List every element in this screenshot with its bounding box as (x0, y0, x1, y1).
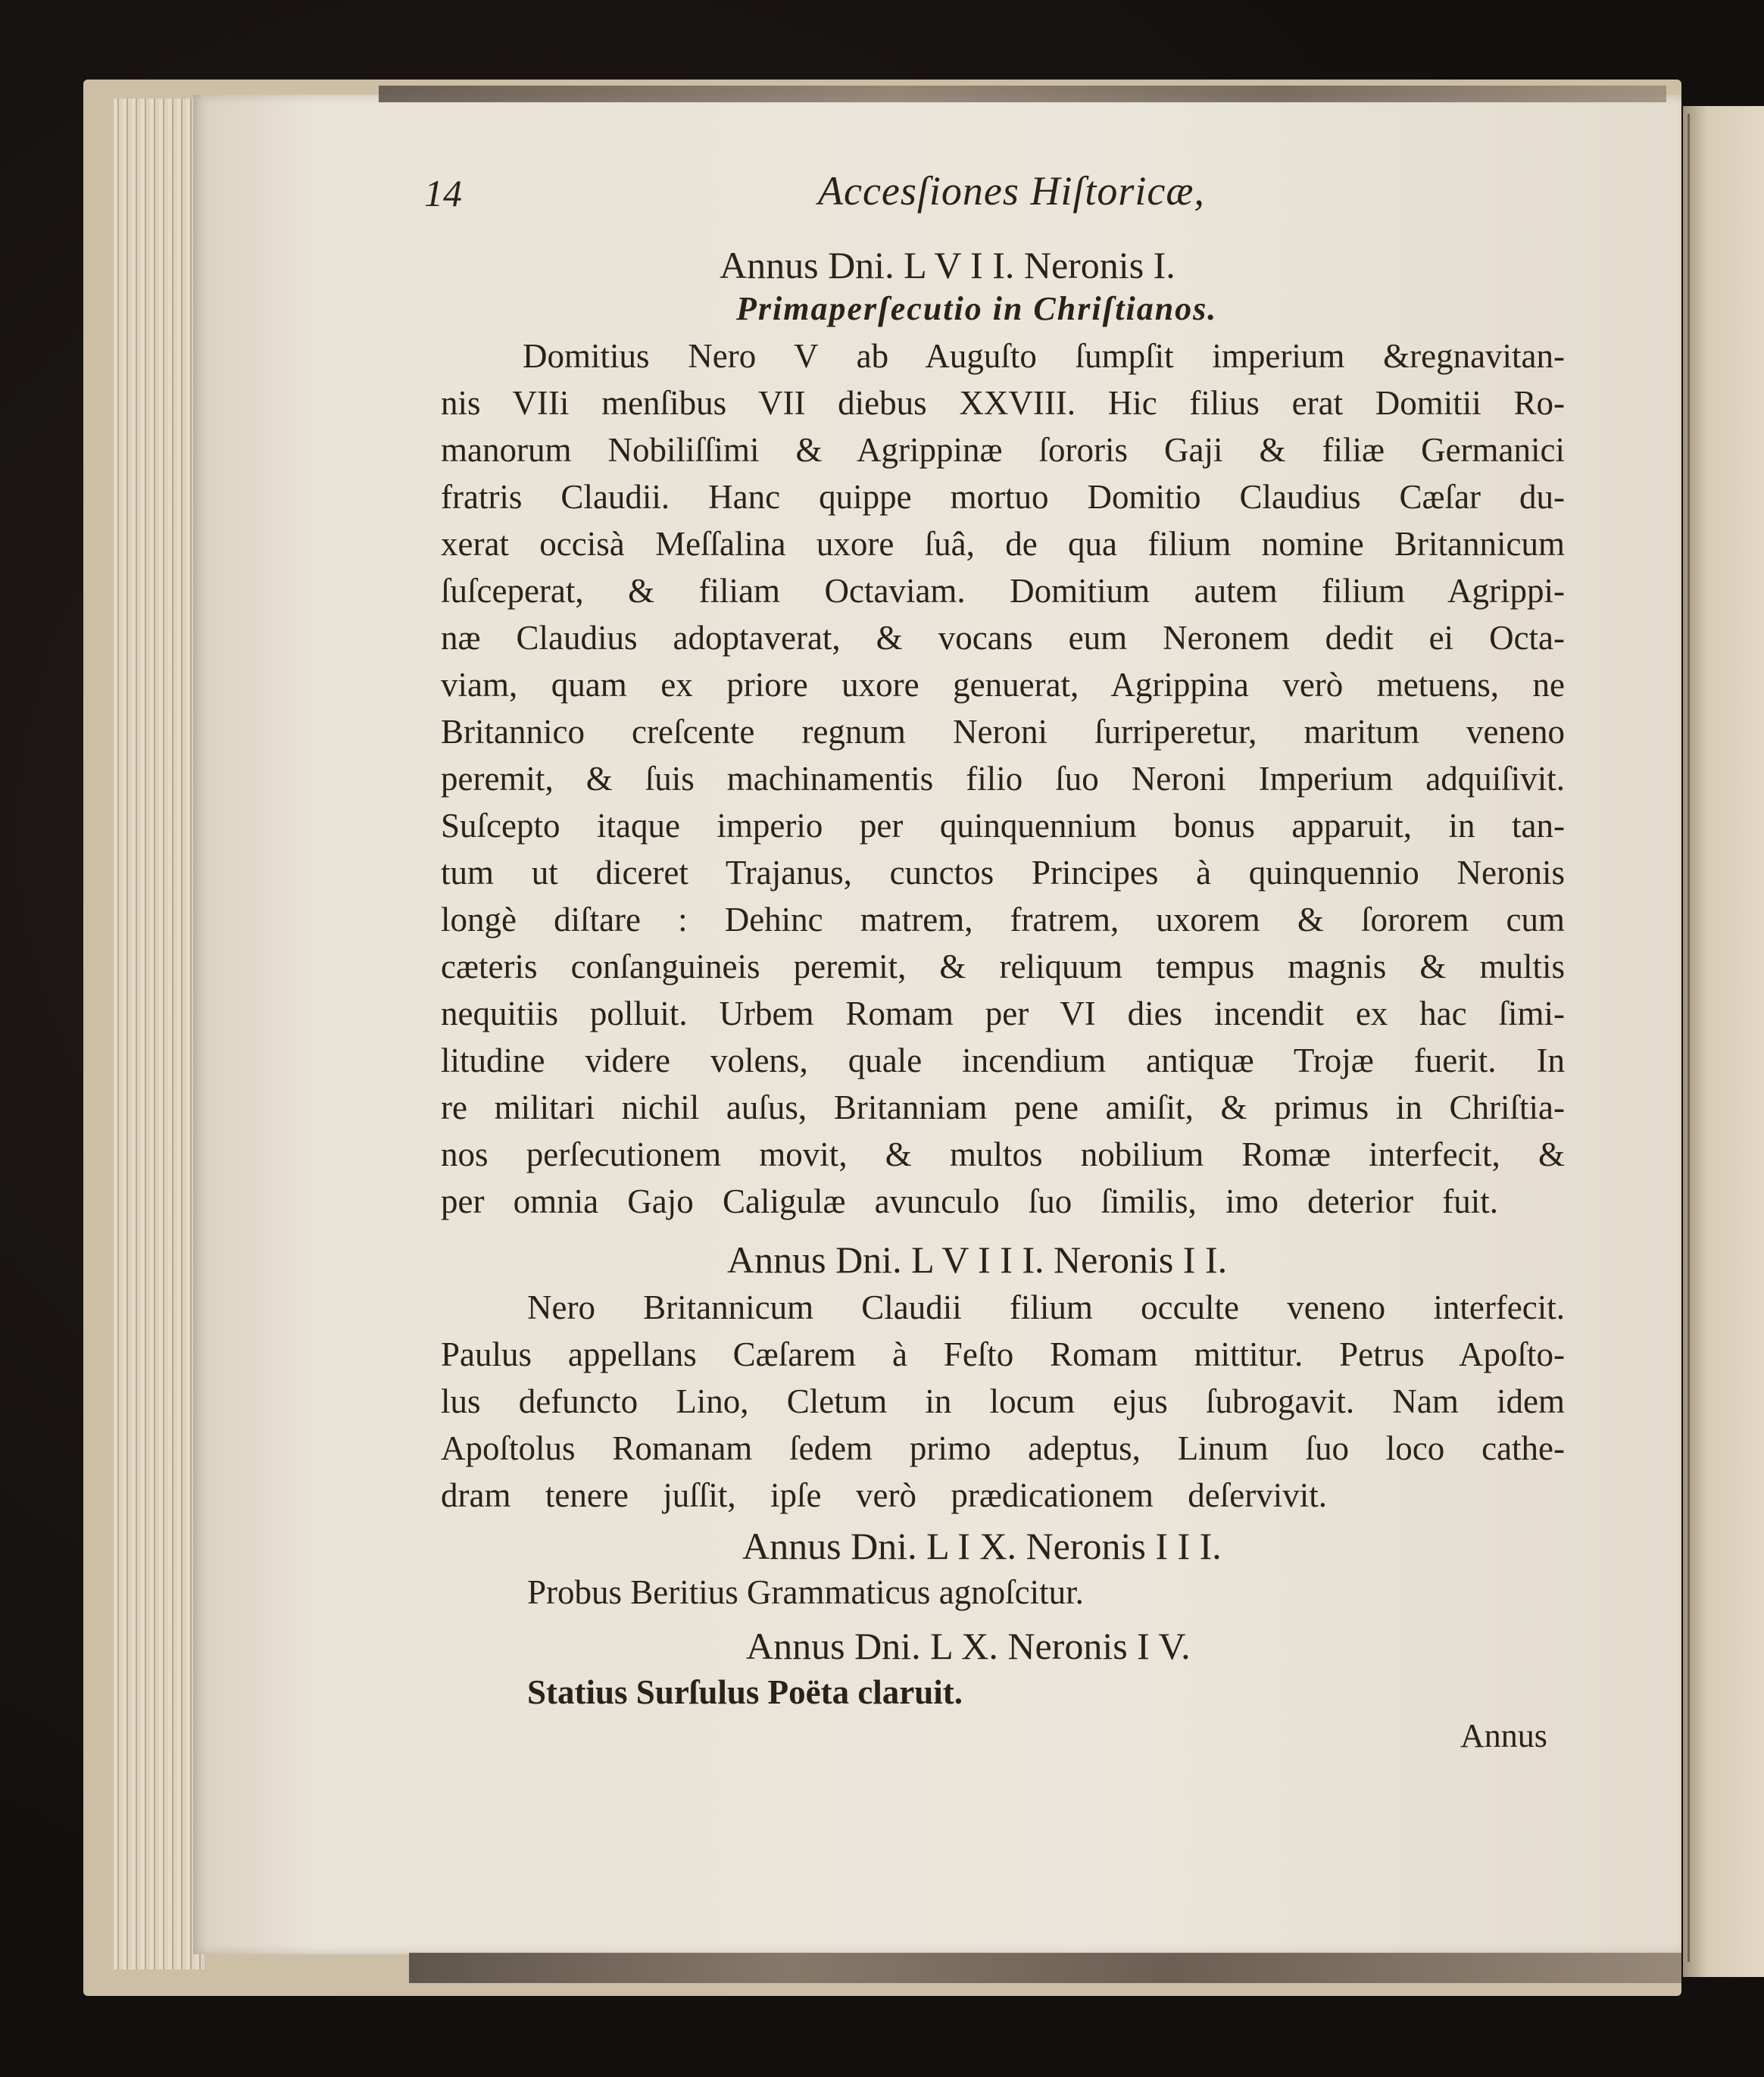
year-heading: Annus Dni. L V I I I. Neronis I I. (727, 1238, 1228, 1281)
text-line: Britannico creſcente regnum Neroni ſurriperetur, maritum veneno (441, 713, 1565, 751)
page-number: 14 (424, 172, 462, 214)
top-edge-stain (379, 86, 1666, 102)
text-line: xerat occisà Meſſalina uxore ſuâ, de qua filium nomine Britannicum (441, 525, 1565, 563)
text-line: Probus Beritius Grammaticus agnoſcitur. (527, 1573, 1084, 1611)
text-line: nequitiis polluit. Urbem Romam per VI dies incendit ex hac ſimi- (441, 995, 1565, 1032)
text-line: re militari nichil auſus, Britanniam pene amiſit, & primus in Chriſtia- (441, 1088, 1565, 1126)
text-line: nos perſecutionem movit, & multos nobilium Romæ interfecit, & (441, 1135, 1565, 1173)
text-line: ſuſceperat, & filiam Octaviam. Domitium autem filium Agrippi- (441, 572, 1565, 610)
catchword: Annus (1460, 1717, 1547, 1754)
text-line: cæteris conſanguineis peremit, & reliquum tempus magnis & multis (441, 948, 1565, 985)
bottom-edge-stain (409, 1953, 1681, 1983)
gutter-line (1688, 114, 1690, 1962)
text-line: peremit, & ſuis machinamentis filio ſuo Neroni Imperium adquiſivit. (441, 760, 1565, 798)
facing-page-edge (1683, 106, 1764, 1977)
text-line: Apoſtolus Romanam ſedem primo adeptus, Linum ſuo loco cathe- (441, 1429, 1565, 1467)
text-line: nis VIIi menſibus VII diebus XXVIII. Hic filius erat Domitii Ro- (441, 384, 1565, 422)
text-line: Suſcepto itaque imperio per quinquennium bonus apparuit, in tan- (441, 807, 1565, 845)
text-line: Statius Surſulus Poëta claruit. (527, 1673, 963, 1711)
running-title: Accesſiones Hiſtoricæ, (818, 168, 1205, 214)
text-line: Paulus appellans Cæſarem à Feſto Romam mittitur. Petrus Apoſto- (441, 1335, 1565, 1373)
text-line: Domitius Nero V ab Auguſto ſumpſit imperium &regnavitan- (523, 337, 1565, 375)
text-line: per omnia Gajo Caligulæ avunculo ſuo ſimilis, imo deterior fuit. (441, 1182, 1498, 1220)
year-heading: Annus Dni. L I X. Neronis I I I. (742, 1525, 1222, 1567)
text-line: lus defuncto Lino, Cletum in locum ejus ſubrogavit. Nam idem (441, 1382, 1565, 1420)
text-line: dram tenere juſſit, ipſe verò prædicationem deſervivit. (441, 1476, 1327, 1514)
year-heading: Annus Dni. L V I I. Neronis I. (720, 244, 1175, 286)
text-line: næ Claudius adoptaverat, & vocans eum Neronem dedit ei Octa- (441, 619, 1565, 657)
text-line: litudine videre volens, quale incendium antiquæ Trojæ fuerit. In (441, 1042, 1565, 1079)
text-line: tum ut diceret Trajanus, cunctos Principes à quinquennio Neronis (441, 854, 1565, 892)
text-line: manorum Nobiliſſimi & Agrippinæ ſororis Gaji & filiæ Germanici (441, 431, 1565, 469)
text-line: Nero Britannicum Claudii filium occulte veneno interfecit. (527, 1288, 1565, 1326)
text-line: fratris Claudii. Hanc quippe mortuo Domitio Claudius Cæſar du- (441, 478, 1565, 516)
year-heading: Annus Dni. L X. Neronis I V. (746, 1625, 1191, 1667)
page-edges (114, 98, 204, 1969)
section-subtitle: Primaperſecutio in Chriſtianos. (736, 290, 1218, 327)
text-line: viam, quam ex priore uxore genuerat, Agrippina verò metuens, ne (441, 666, 1565, 704)
text-line: longè diſtare : Dehinc matrem, fratrem, uxorem & ſororem cum (441, 901, 1565, 939)
